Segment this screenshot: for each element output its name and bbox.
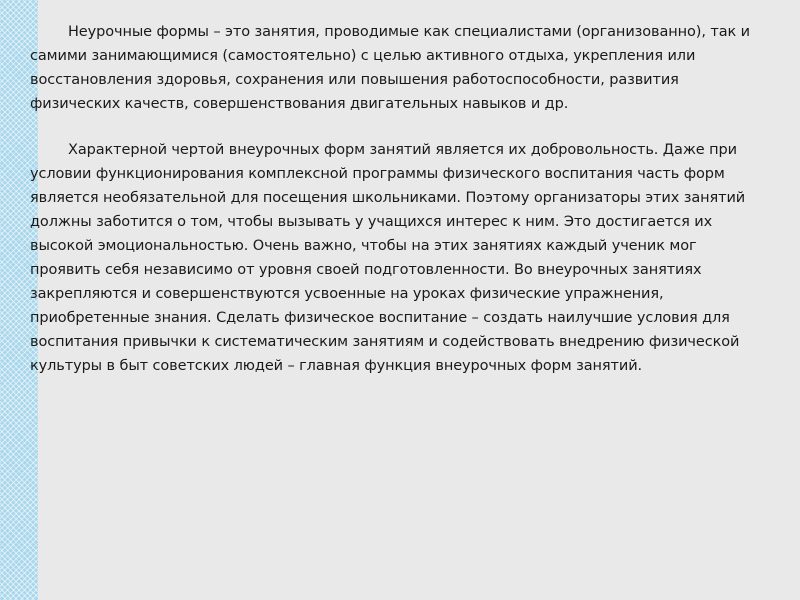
paragraph-extracurricular-features: Характерной чертой внеурочных форм занятий является их добровольность. Даже при условии функционирования комплексной программы физического воспитания часть форм является необязательной для посещения школьниками. Поэтому организаторы этих занятий должны заботится о том, чтобы вызывать у учащихся интерес к ним. Это достигается их высокой эмоциональностью. Очень важно, чтобы на этих занятиях каждый ученик мог проявить себя независимо от уровня своей подготовленности. Во внеурочных занятиях закрепляются и совершенствуются усвоенные на уроках физические упражнения, приобретенные знания. Сделать физическое воспитание – создать наилучшие условия для воспитания привычки к систематическим занятиям и содействовать внедрению физической культуры в быт советских людей – главная функция внеурочных форм занятий. [30,142,746,374]
slide-text-content [30,20,765,378]
paragraph-nonlesson-forms: Неурочные формы – это занятия, проводимые как специалистами (организованно), так и самими занимающимися (самостоятельно) с целью активного отдыха, укрепления или восстановления здоровья, сохранения или повышения работоспособности, развития физических качеств, совершенствования двигательных навыков и др. [30,24,750,112]
